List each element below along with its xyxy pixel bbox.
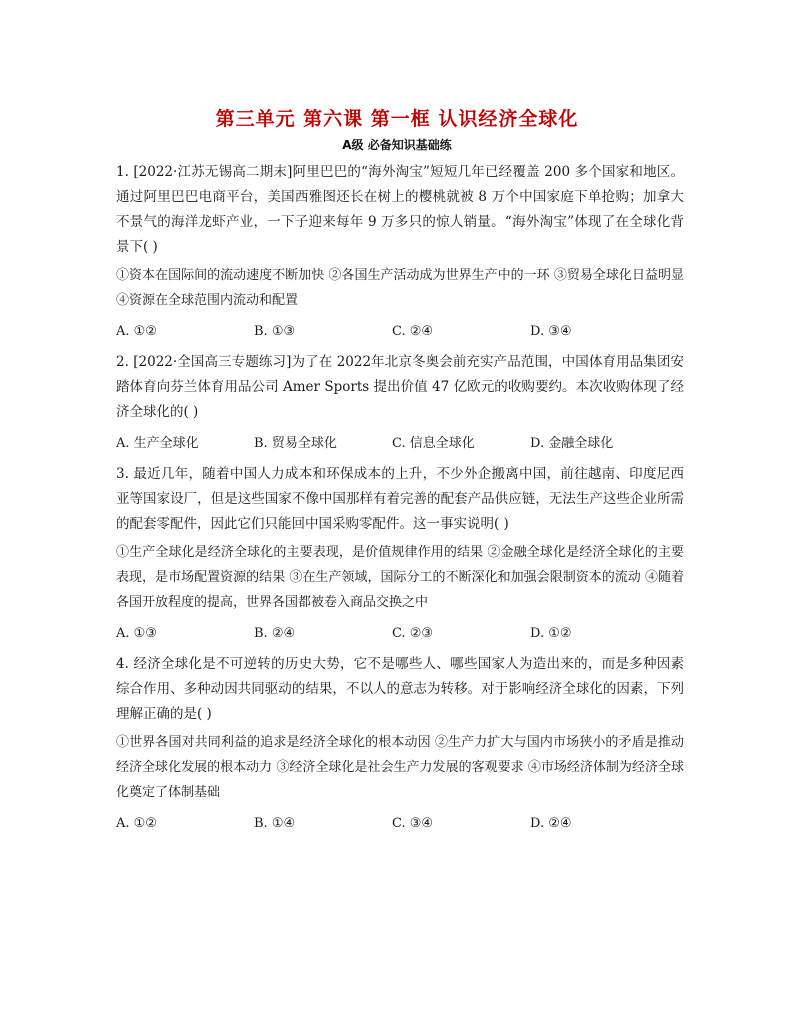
- question-stem: 2. [2022·全国高三专题练习]为了在 2022年北京冬奥会前充实产品范围，中国体育用品集团安踏体育向芬兰体育用品公司 Amer Sports 提出价值 47 亿欧元的收购要约。本次收购体现了经济全球化的( ): [116, 354, 684, 420]
- option-c: C. ③④: [392, 816, 434, 831]
- question-statements: ①世界各国对共同利益的追求是经济全球化的根本动因 ②生产力扩大与国内市场狭小的矛盾是推动经济全球化发展的根本动力 ③经济全球化是社会生产力发展的客观要求 ④市场经济体制为经济全球化奠定了体制基础: [116, 735, 684, 800]
- option-d: D. 金融全球化: [530, 436, 614, 451]
- question-stem: 1. [2022·江苏无锡高二期末]阿里巴巴的“海外淘宝”短短几年已经覆盖 200 多个国家和地区。通过阿里巴巴电商平台，美国西雅图还长在树上的樱桃就被 8 万个中国家庭下单抢购；加拿大不景气的海洋龙虾产业，一下子迎来每年 9 万多只的惊人销量。“海外淘宝”体现了在全球化背景下( ): [116, 164, 684, 255]
- option-c: C. ②③: [392, 626, 434, 641]
- question-list: [116, 160, 684, 842]
- answer-options: [116, 431, 684, 456]
- page-title: 第三单元 第六课 第一框 认识经济全球化: [215, 108, 579, 130]
- option-d: D. ②④: [530, 816, 572, 831]
- section-subtitle: A级 必备知识基础练: [342, 138, 452, 152]
- option-a: A. ①③: [116, 626, 157, 641]
- question-stem: 4. 经济全球化是不可逆转的历史大势，它不是哪些人、哪些国家人为造出来的，而是多种因素综合作用、多种动因共同驱动的结果，不以人的意志为转移。对于影响经济全球化的因素，下列理解正确的是( ): [116, 656, 684, 722]
- option-a: A. ①②: [116, 324, 157, 339]
- answer-options: [116, 621, 684, 646]
- question-2: [116, 350, 684, 456]
- question-4: [116, 652, 684, 836]
- option-d: D. ①②: [530, 626, 572, 641]
- option-d: D. ③④: [530, 324, 572, 339]
- answer-options: [116, 811, 684, 836]
- question-stem: 3. 最近几年，随着中国人力成本和环保成本的上升，不少外企搬离中国，前往越南、印度尼西亚等国家设厂，但是这些国家不像中国那样有着完善的配套产品供应链，无法生产这些企业所需的配套零配件，因此它们只能回中国采购零配件。这一事实说明( ): [116, 466, 684, 532]
- question-3: [116, 462, 684, 646]
- option-b: B. ②④: [254, 626, 296, 641]
- option-c: C. 信息全球化: [392, 436, 475, 451]
- question-1: [116, 160, 684, 344]
- question-statements: ①资本在国际间的流动速度不断加快 ②各国生产活动成为世界生产中的一环 ③贸易全球化日益明显 ④资源在全球范围内流动和配置: [116, 268, 684, 308]
- option-a: A. 生产全球化: [116, 436, 199, 451]
- question-statements: ①生产全球化是经济全球化的主要表现，是价值规律作用的结果 ②金融全球化是经济全球化的主要表现，是市场配置资源的结果 ③在生产领域，国际分工的不断深化和加强会限制资本的流动 ④随着各国开放程度的提高，世界各国都被卷入商品交换之中: [116, 545, 684, 610]
- option-b: B. 贸易全球化: [254, 436, 337, 451]
- answer-options: [116, 319, 684, 344]
- option-b: B. ①④: [254, 816, 296, 831]
- option-a: A. ①②: [116, 816, 157, 831]
- option-b: B. ①③: [254, 324, 296, 339]
- option-c: C. ②④: [392, 324, 434, 339]
